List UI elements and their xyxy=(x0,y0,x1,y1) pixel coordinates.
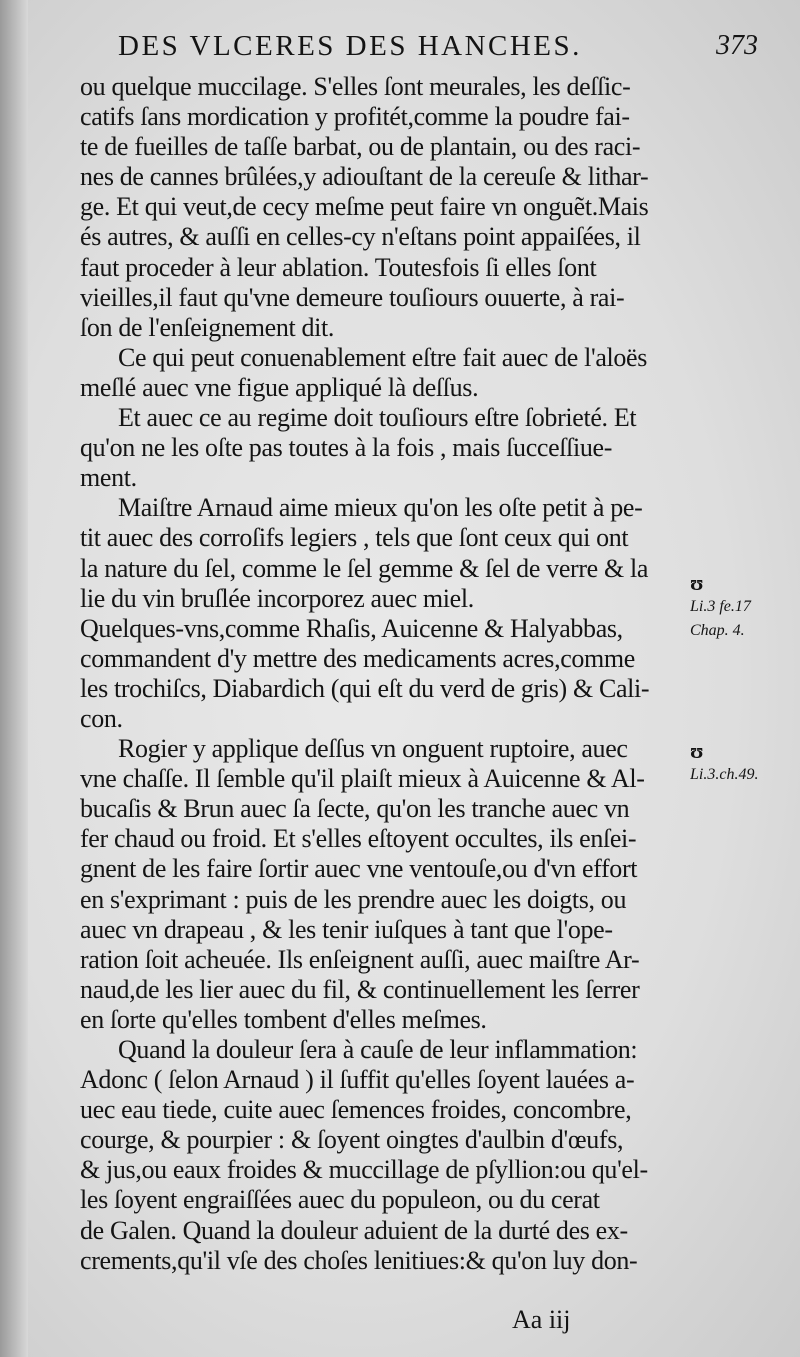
text-line: naud,de les lier auec du fil, & continuellement les ſerrer xyxy=(80,974,640,1004)
text-line: te de fueilles de taſſe barbat, ou de plantain, ou des raci- xyxy=(80,132,641,162)
sidenote-2 xyxy=(690,740,798,788)
text-line: vne chaſſe. Il ſemble qu'il plaiſt mieux à Auicenne & Al- xyxy=(80,764,645,794)
text-line: les ſoyent engraiſſées auec du populeon, ou du cerat xyxy=(80,1185,600,1215)
running-head xyxy=(118,30,758,70)
text-line: en ſorte qu'elles tombent d'elles meſmes. xyxy=(80,1004,487,1034)
text-line: ment. xyxy=(80,463,137,493)
text-line: gnent de les faire ſortir auec vne ventouſe,ou d'vn effort xyxy=(80,854,638,884)
text-line: Quelques-vns,comme Rhaſis, Auicenne & Halyabbas, xyxy=(80,613,623,643)
text-line: en s'exprimant : puis de les prendre auec les doigts, ou xyxy=(80,884,627,914)
text-line: catifs ſans mordication y profitét,comme la poudre fai- xyxy=(80,102,630,132)
text-line: Maiſtre Arnaud aime mieux qu'on les oſte petit à pe- xyxy=(118,493,643,523)
text-line: & jus,ou eaux froides & muccillage de pſyllion:ou qu'el- xyxy=(80,1155,648,1185)
sidenote-sign-icon: ʊ xyxy=(690,572,704,595)
text-line: ge. Et qui veut,de cecy meſme peut faire vn onguẽt.Mais xyxy=(80,192,649,222)
text-line: les trochiſcs, Diabardich (qui eſt du verd de gris) & Cali- xyxy=(80,673,650,703)
text-line: con. xyxy=(80,703,123,733)
page-number: 373 xyxy=(716,30,758,61)
text-line: vieilles,il faut qu'vne demeure touſiours ouuerte, à rai- xyxy=(80,282,625,312)
text-line: uec eau tiede, cuite auec ſemences froides, concombre, xyxy=(80,1095,632,1125)
sidenote-1 xyxy=(690,572,798,644)
sidenote-line: Li.3 fe.17 xyxy=(690,598,751,615)
body-text xyxy=(80,72,685,1276)
text-line: Quand la douleur ſera à cauſe de leur inflammation: xyxy=(118,1035,638,1064)
page-gutter-shadow xyxy=(0,0,28,1357)
text-line: ou quelque muccilage. S'elles ſont meurales, les deſſic- xyxy=(80,72,631,101)
text-line: meſlé auec vne figue appliqué là deſſus. xyxy=(80,372,479,402)
text-line: Et auec ce au regime doit touſiours eſtre ſobrieté. Et xyxy=(118,403,637,433)
text-line: faut proceder à leur ablation. Toutesfois ſi elles ſont xyxy=(80,252,597,282)
text-line: ration ſoit acheuée. Ils enſeignent auſſi, auec maiſtre Ar- xyxy=(80,944,640,974)
sidenote-sign-icon: ʊ xyxy=(690,740,704,763)
text-line: la nature du ſel, comme le ſel gemme & ſel de verre & la xyxy=(80,553,649,583)
text-line: qu'on ne les oſte pas toutes à la fois , mais ſucceſſiue- xyxy=(80,433,613,463)
signature-mark: Aa iij xyxy=(512,1305,571,1334)
text-line: és autres, & auſſi en celles-cy n'eſtans point appaiſées, il xyxy=(80,222,641,252)
text-line: nes de cannes brûlées,y adiouſtant de la cereuſe & lithar- xyxy=(80,162,649,192)
running-title: DES VLCERES DES HANCHES. xyxy=(118,30,582,62)
sidenote-line: Chap. 4. xyxy=(690,622,745,639)
text-line: Ce qui peut conuenablement eſtre fait auec de l'aloës xyxy=(118,342,648,372)
text-line: ſon de l'enſeignement dit. xyxy=(80,312,335,342)
text-line: auec vn drapeau , & les tenir iuſques à tant que l'ope- xyxy=(80,914,613,944)
sidenote-line: Li.3.ch.49. xyxy=(690,766,759,783)
text-line: Rogier y applique deſſus vn onguent ruptoire, auec xyxy=(118,734,628,764)
text-line: commandent d'y mettre des medicaments acres,comme xyxy=(80,643,635,673)
text-line: Adonc ( ſelon Arnaud ) il ſuffit qu'elles ſoyent lauées a- xyxy=(80,1065,635,1095)
text-line: courge, & pourpier : & ſoyent oingtes d'aulbin d'œufs, xyxy=(80,1125,624,1155)
text-line: bucaſis & Brun auec ſa ſecte, qu'on les tranche auec vn xyxy=(80,794,630,824)
text-line: lie du vin bruſlée incorporez auec miel. xyxy=(80,583,474,613)
text-line: crements,qu'il vſe des choſes lenitiues:& qu'on luy don- xyxy=(80,1245,638,1275)
text-line: de Galen. Quand la douleur aduient de la durté des ex- xyxy=(80,1215,628,1245)
text-line: fer chaud ou froid. Et s'elles eſtoyent occultes, ils enſei- xyxy=(80,824,637,854)
text-line: tit auec des corroſifs legiers , tels que ſont ceux qui ont xyxy=(80,523,629,553)
